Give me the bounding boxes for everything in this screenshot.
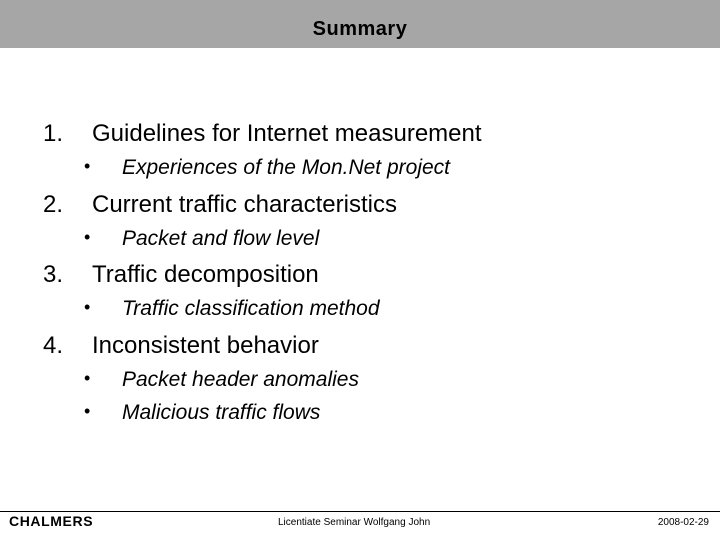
bullet-icon: • [84, 401, 91, 421]
agenda-number: 3. [43, 261, 64, 288]
bullet-icon: • [84, 227, 91, 247]
agenda-subitem [0, 227, 720, 255]
subitem-label: Traffic classification method [122, 297, 380, 320]
bullet-icon: • [84, 368, 91, 388]
subitem-label: Packet and flow level [122, 227, 320, 250]
chalmers-logo: CHALMERS [9, 513, 94, 529]
subitem-label: Malicious traffic flows [122, 401, 321, 424]
agenda-subitem [0, 401, 720, 429]
agenda-label: Inconsistent behavior [92, 332, 319, 359]
agenda-item-4 [0, 332, 720, 366]
footer-seminar-label: Licentiate Seminar Wolfgang John [278, 517, 431, 528]
footer-date: 2008-02-29 [657, 517, 709, 528]
agenda-item-3 [0, 261, 720, 295]
agenda-label: Current traffic characteristics [92, 191, 397, 218]
bullet-icon: • [84, 297, 91, 317]
agenda-number: 1. [43, 120, 64, 147]
agenda-number: 4. [43, 332, 64, 359]
footer-divider [0, 511, 720, 512]
subitem-label: Packet header anomalies [122, 368, 359, 391]
agenda-subitem [0, 156, 720, 184]
agenda-label: Guidelines for Internet measurement [92, 120, 482, 147]
slide-title: Summary [312, 18, 408, 40]
agenda-subitem [0, 297, 720, 325]
bullet-icon: • [84, 156, 91, 176]
agenda-item-1 [0, 120, 720, 154]
agenda-subitem [0, 368, 720, 396]
subitem-label: Experiences of the Mon.Net project [122, 156, 451, 179]
agenda-label: Traffic decomposition [92, 261, 319, 288]
agenda-item-2 [0, 191, 720, 225]
agenda-number: 2. [43, 191, 64, 218]
